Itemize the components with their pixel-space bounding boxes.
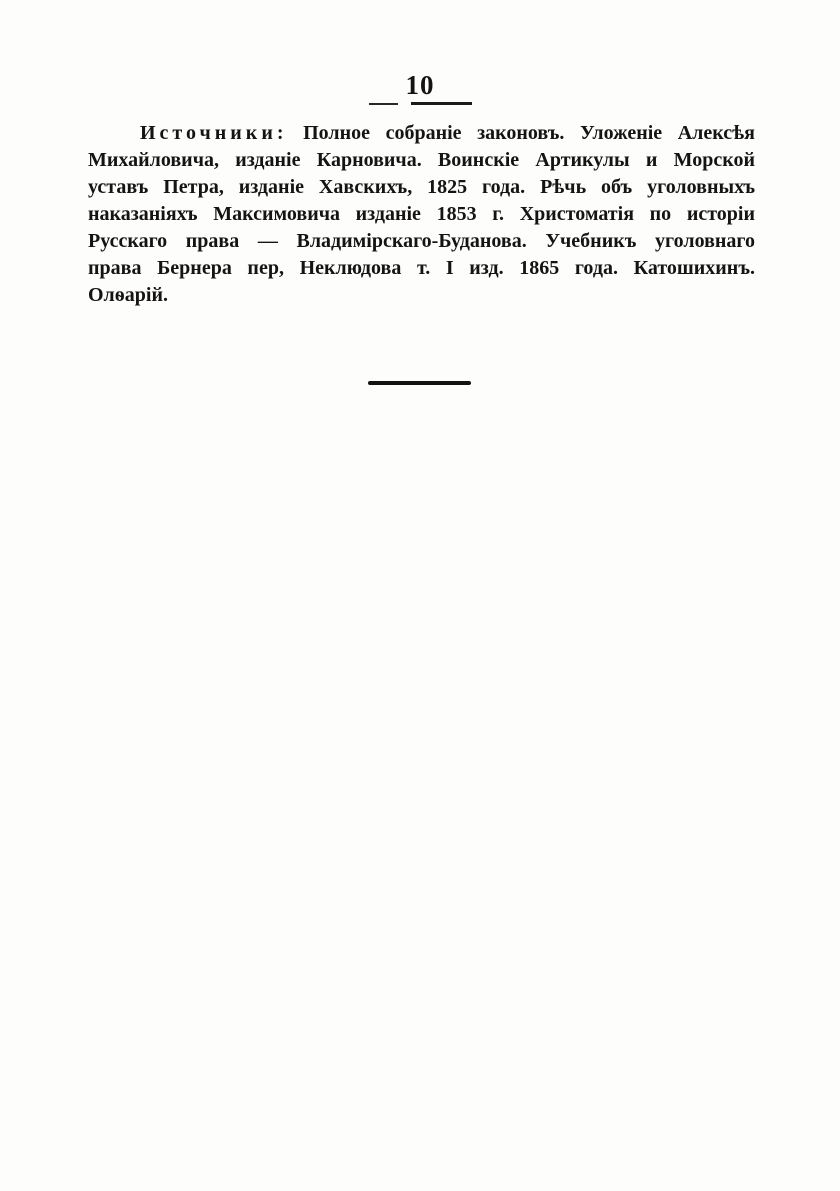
paragraph-line: Михайловича, изданіе Карновича. Воинскіе Артикулы и Морской xyxy=(88,149,755,171)
paragraph-line: наказаніяхъ Максимовича изданіе 1853 г. Христоматія по исторіи xyxy=(88,203,755,225)
paragraph-line xyxy=(88,120,755,147)
paragraph-line: права Бернера пер, Неклюдова т. I изд. 1865 года. Катошихинъ. xyxy=(88,257,755,279)
section-divider-rule xyxy=(368,381,471,385)
paragraph-line: Русскаго права — Владимірскаго-Буданова. Учебникъ уголовнаго xyxy=(88,230,755,252)
paragraph-line-text: Полное собраніе законовъ. Уложеніе Алексѣя xyxy=(303,122,755,144)
paragraph-lead-word: Источники: xyxy=(140,122,288,144)
paragraph-line: уставъ Петра, изданіе Хавскихъ, 1825 года. Рѣчь объ уголовныхъ xyxy=(88,176,755,198)
paragraph-line: Олѳарій. xyxy=(88,284,168,306)
page-number: 10 xyxy=(405,70,435,100)
sources-paragraph xyxy=(88,120,755,309)
header-rule-left xyxy=(369,103,398,105)
header-rule-right xyxy=(411,102,472,105)
